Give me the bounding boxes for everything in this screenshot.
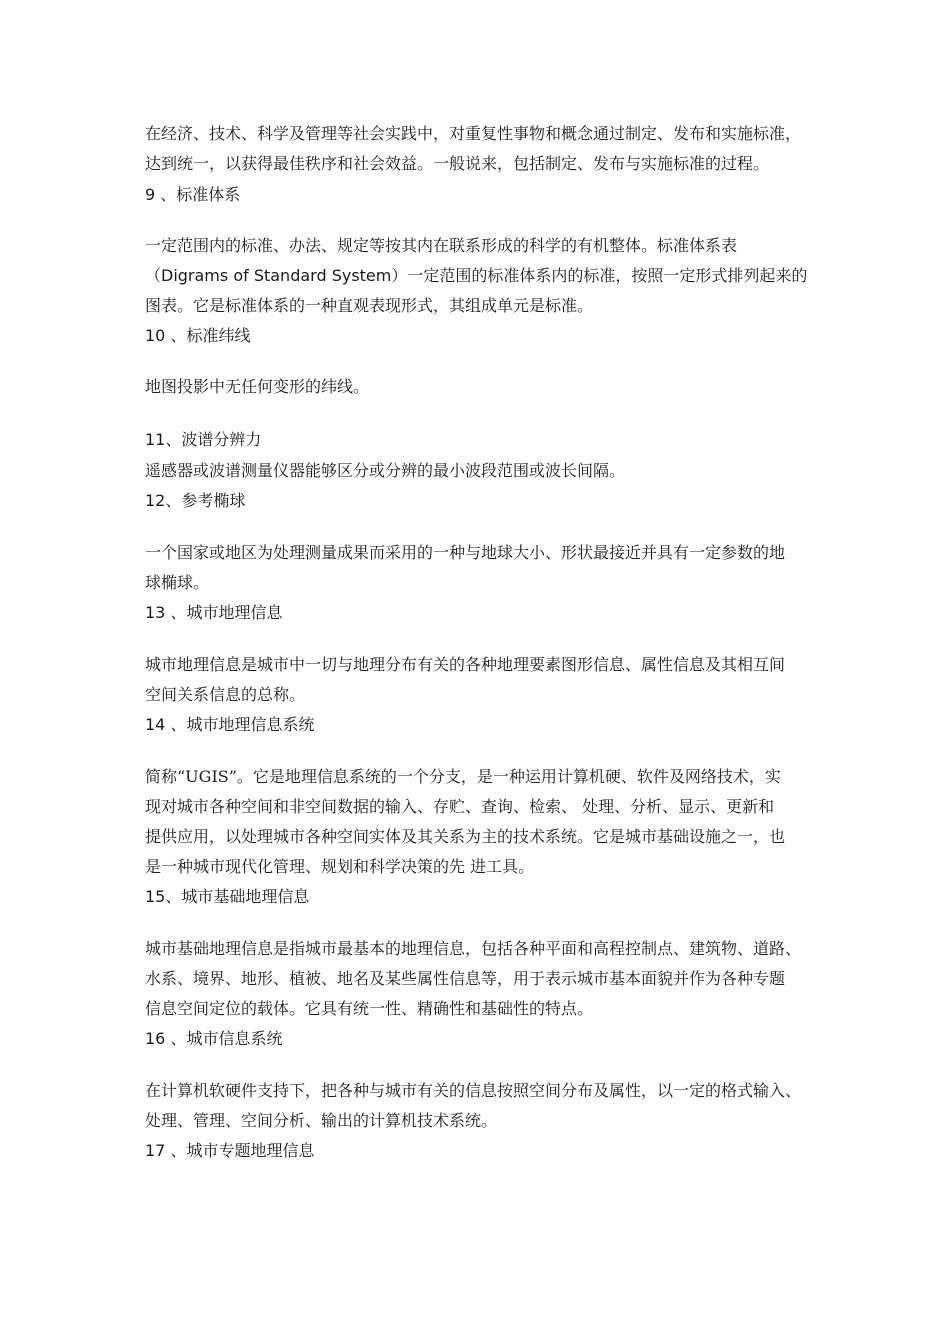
paragraph-line: 在计算机软硬件支持下，把各种与城市有关的信息按照空间分布及属性，以一定的格式输入、 [145, 1081, 802, 1100]
section-heading: 12、参考椭球 [145, 491, 246, 510]
paragraph-line: 在经济、技术、科学及管理等社会实践中，对重复性事物和概念通过制定、发布和实施标准， [145, 124, 802, 143]
paragraph-line: 处理、管理、空间分析、输出的计算机技术系统。 [145, 1111, 498, 1130]
section-heading: 16 、城市信息系统 [145, 1029, 283, 1048]
paragraph-line: 简称“UGIS”。它是地理信息系统的一个分支，是一种运用计算机硬、软件及网络技术，实 [145, 767, 781, 786]
paragraph-line: 空间关系信息的总称。 [145, 685, 306, 704]
section-heading: 11、波谱分辨力 [145, 430, 262, 449]
paragraph-line: 提供应用，以处理城市各种空间实体及其关系为主的技术系统。它是城市基础设施之一，也 [145, 827, 786, 846]
paragraph-line: 水系、境界、地形、植被、地名及某些属性信息等，用于表示城市基本面貌并作为各种专题 [145, 969, 786, 988]
paragraph-line: 是一种城市现代化管理、规划和科学决策的先 进工具。 [145, 857, 535, 876]
paragraph-line: 城市地理信息是城市中一切与地理分布有关的各种地理要素图形信息、属性信息及其相互间 [145, 655, 786, 674]
section-heading: 14 、城市地理信息系统 [145, 715, 315, 734]
paragraph-line: 现对城市各种空间和非空间数据的输入、存贮、查询、检索、 处理、分析、显示、更新和 [145, 797, 775, 816]
paragraph-line: 球椭球。 [145, 573, 210, 592]
section-heading: 15、城市基础地理信息 [145, 887, 310, 906]
paragraph-line: 达到统一，以获得最佳秩序和社会效益。一般说来，包括制定、发布与实施标准的过程。 [145, 154, 770, 173]
paragraph-line: 图表。它是标准体系的一种直观表现形式，其组成单元是标准。 [145, 296, 594, 315]
paragraph-line: （Digrams of Standard System）一定范围的标准体系内的标准，按照一定形式排列起来的 [145, 266, 808, 285]
paragraph-line: 一定范围内的标准、办法、规定等按其内在联系形成的科学的有机整体。标准体系表 [145, 236, 738, 255]
section-heading: 10 、标准纬线 [145, 326, 251, 345]
paragraph-line: 遥感器或波谱测量仪器能够区分或分辨的最小波段范围或波长间隔。 [145, 461, 626, 480]
paragraph-line: 地图投影中无任何变形的纬线。 [145, 377, 370, 396]
paragraph-line: 信息空间定位的载体。它具有统一性、精确性和基础性的特点。 [145, 999, 594, 1018]
section-heading: 9 、标准体系 [145, 185, 241, 204]
paragraph-line: 城市基础地理信息是指城市最基本的地理信息，包括各种平面和高程控制点、建筑物、道路、 [145, 939, 802, 958]
section-heading: 17 、城市专题地理信息 [145, 1141, 315, 1160]
paragraph-line: 一个国家或地区为处理测量成果而采用的一种与地球大小、形状最接近并具有一定参数的地 [145, 543, 786, 562]
section-heading: 13 、城市地理信息 [145, 603, 283, 622]
